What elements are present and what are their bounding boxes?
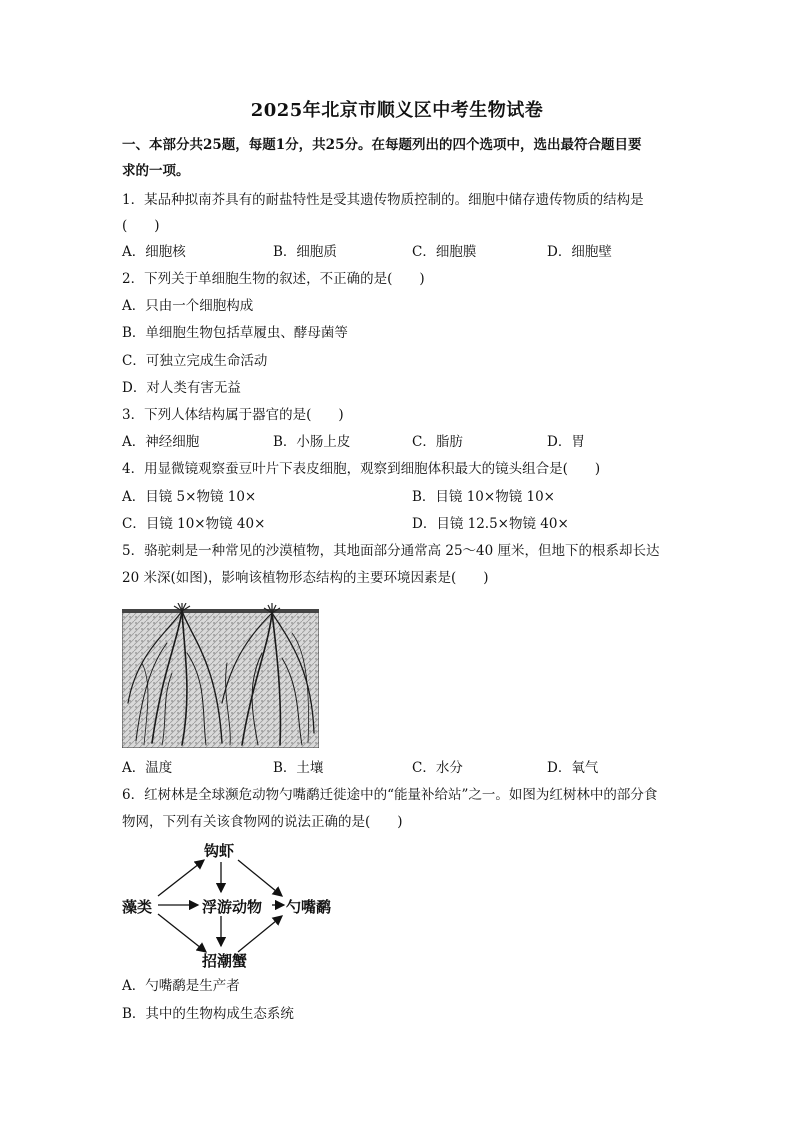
question-4-stem: 4．用显微镜观察蚕豆叶片下表皮细胞，观察到细胞体积最大的镜头组合是( ) bbox=[122, 461, 601, 477]
question-3-option-c: C．脂肪 bbox=[412, 434, 463, 450]
question-4-option-b: B．目镜 10×物镜 10× bbox=[412, 489, 555, 505]
question-1-option-a: A．细胞核 bbox=[122, 244, 186, 260]
question-3-option-b: B．小肠上皮 bbox=[273, 434, 351, 450]
food-web-figure bbox=[122, 838, 344, 973]
food-web-node-zooplankton: 浮游动物 bbox=[202, 898, 263, 916]
question-1-stem-blank: ( ) bbox=[122, 218, 160, 234]
question-2-option-d: D．对人类有害无益 bbox=[122, 380, 241, 396]
question-4-option-d: D．目镜 12.5×物镜 40× bbox=[412, 516, 569, 532]
camelthorn-root-figure bbox=[122, 603, 319, 748]
question-3-option-d: D．胃 bbox=[547, 434, 585, 450]
question-4-option-c: C．目镜 10×物镜 40× bbox=[122, 516, 266, 532]
question-2-option-c: C．可独立完成生命活动 bbox=[122, 353, 268, 369]
question-1-option-b: B．细胞质 bbox=[273, 244, 337, 260]
question-5-option-a: A．温度 bbox=[122, 760, 173, 776]
question-6-stem-line-2: 物网，下列有关该食物网的说法正确的是( ) bbox=[122, 814, 403, 830]
food-web-node-spoon-billed-sandpiper: 勺嘴鹬 bbox=[286, 898, 332, 916]
question-4-option-a: A．目镜 5×物镜 10× bbox=[122, 489, 257, 505]
question-5-stem-line-1: 5．骆驼刺是一种常见的沙漠植物，其地面部分通常高 25～40 厘米，但地下的根系却长达 bbox=[122, 543, 660, 559]
page-title: 2025年北京市顺义区中考生物试卷 bbox=[250, 100, 544, 121]
question-2-stem: 2．下列关于单细胞生物的叙述，不正确的是( ) bbox=[122, 271, 425, 287]
question-5-option-c: C．水分 bbox=[412, 760, 463, 776]
section-instruction-line-2: 求的一项。 bbox=[122, 163, 190, 179]
food-web-node-fiddler-crab: 招潮蟹 bbox=[202, 952, 248, 970]
question-5-option-b: B．土壤 bbox=[273, 760, 324, 776]
question-6-option-b: B．其中的生物构成生态系统 bbox=[122, 1006, 294, 1022]
question-3-option-a: A．神经细胞 bbox=[122, 434, 200, 450]
section-instruction-line-1: 一、本部分共25题，每题1分，共25分。在每题列出的四个选项中，选出最符合题目要 bbox=[122, 137, 642, 153]
food-web-node-amphipod: 钩虾 bbox=[204, 842, 235, 860]
question-5-option-d: D．氧气 bbox=[547, 760, 599, 776]
question-1-option-c: C．细胞膜 bbox=[412, 244, 477, 260]
question-5-stem-line-2: 20 米深(如图)，影响该植物形态结构的主要环境因素是( ) bbox=[122, 570, 489, 586]
question-6-option-a: A．勺嘴鹬是生产者 bbox=[122, 978, 240, 994]
question-6-stem-line-1: 6．红树林是全球濒危动物勺嘴鹬迁徙途中的“能量补给站”之一。如图为红树林中的部分食 bbox=[122, 787, 658, 803]
question-2-option-a: A．只由一个细胞构成 bbox=[122, 298, 254, 314]
question-1-option-d: D．细胞壁 bbox=[547, 244, 612, 260]
food-web-node-algae: 藻类 bbox=[122, 898, 153, 916]
question-2-option-b: B．单细胞生物包括草履虫、酵母菌等 bbox=[122, 325, 348, 341]
question-3-stem: 3．下列人体结构属于器官的是( ) bbox=[122, 407, 344, 423]
question-1-stem: 1．某品种拟南芥具有的耐盐特性是受其遗传物质控制的。细胞中储存遗传物质的结构是 bbox=[122, 192, 644, 208]
